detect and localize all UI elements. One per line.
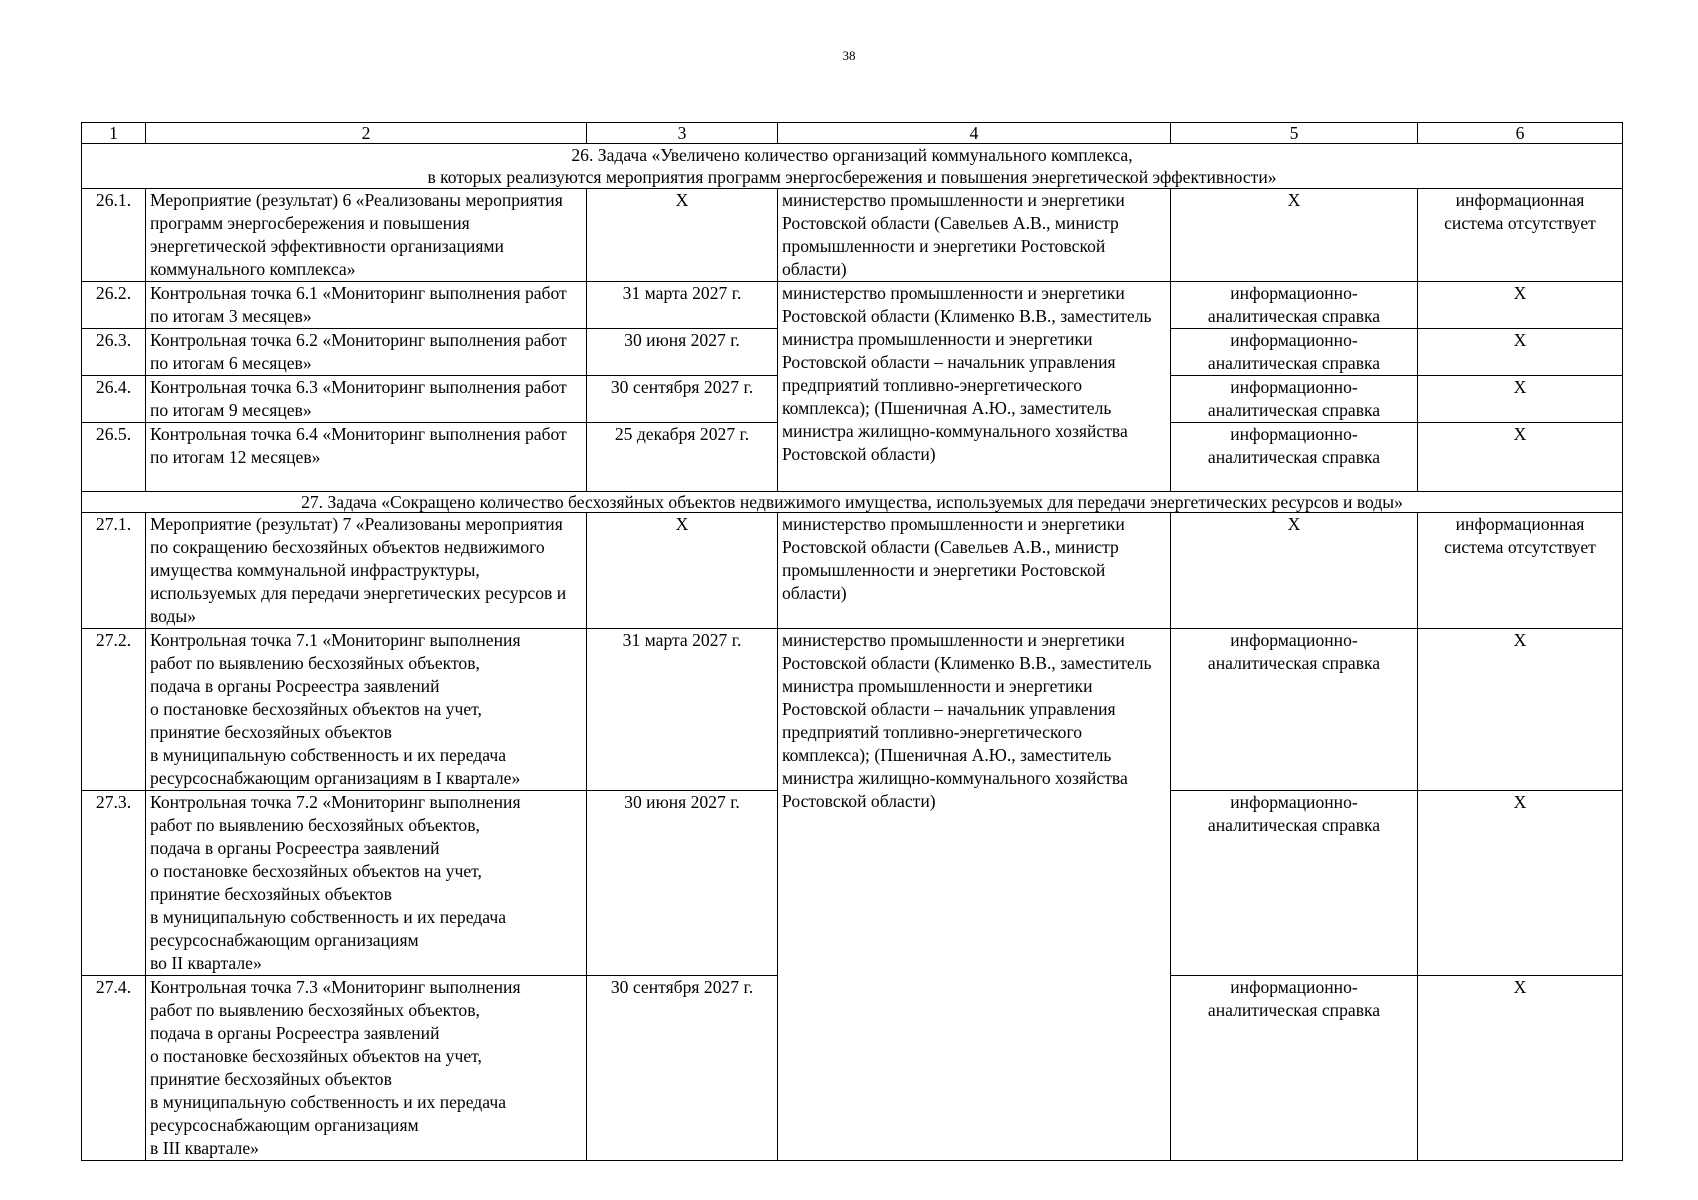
document-type-line: информационно- <box>1230 630 1358 650</box>
document-type <box>1171 329 1418 376</box>
activity-name-line: Контрольная точка 7.1 «Мониторинг выполнения <box>150 630 521 650</box>
column-header: 5 <box>1171 123 1418 144</box>
row-number: 26.4. <box>82 376 146 423</box>
activity-name: Контрольная точка 6.4 «Мониторинг выполнения работ по итогам 12 месяцев» <box>146 423 587 492</box>
responsible: министерство промышленности и энергетики Ростовской области (Клименко В.В., заместитель министра промышленности и энергетики Ростовской области – начальник управления предприятий топливно-энергетического комплекса); (Пшеничная А.Ю., заместитель министра жилищно-коммунального хозяйства Ростовской области) <box>778 282 1171 492</box>
info-system: X <box>1418 976 1623 1161</box>
column-header: 1 <box>82 123 146 144</box>
row-number: 27.3. <box>82 791 146 976</box>
activity-name <box>146 976 587 1161</box>
document-type <box>1171 976 1418 1161</box>
document-type <box>1171 282 1418 329</box>
info-system: X <box>1418 329 1623 376</box>
task-heading-row <box>82 144 1623 189</box>
row-number: 26.5. <box>82 423 146 492</box>
responsible: министерство промышленности и энергетики Ростовской области (Савельев А.В., министр промышленности и энергетики Ростовской области) <box>778 513 1171 629</box>
row-number: 26.2. <box>82 282 146 329</box>
table-row <box>82 513 1623 629</box>
document-type: X <box>1171 513 1418 629</box>
activity-name-line: принятие бесхозяйных объектов <box>150 884 392 904</box>
document-type <box>1171 376 1418 423</box>
activity-name-line: Контрольная точка 7.2 «Мониторинг выполнения <box>150 792 521 812</box>
row-number: 26.1. <box>82 189 146 282</box>
deadline: 30 июня 2027 г. <box>587 791 778 976</box>
info-system: X <box>1418 791 1623 976</box>
activity-name-line: о постановке бесхозяйных объектов на учет, <box>150 1046 482 1066</box>
activity-name-line: ресурсоснабжающим организациям в I квартале» <box>150 768 521 788</box>
document-type <box>1171 423 1418 492</box>
activity-name-line: о постановке бесхозяйных объектов на учет, <box>150 861 482 881</box>
row-number: 27.2. <box>82 629 146 791</box>
activity-name <box>146 629 587 791</box>
activity-name: Мероприятие (результат) 7 «Реализованы мероприятия по сокращению бесхозяйных объектов недвижимого имущества коммунальной инфраструктуры, используемых для передачи энергетических ресурсов и воды» <box>146 513 587 629</box>
table-row <box>82 282 1623 329</box>
document-type-line: информационно- <box>1230 424 1358 444</box>
info-system <box>1418 513 1623 629</box>
info-system-line: информационная <box>1455 190 1585 210</box>
column-header: 2 <box>146 123 587 144</box>
info-system-line: система отсутствует <box>1444 213 1596 233</box>
document-type-line: аналитическая справка <box>1207 447 1381 467</box>
task-26-title-line-1: 26. Задача «Увеличено количество организаций коммунального комплекса, <box>571 145 1133 165</box>
page-number: 38 <box>842 48 856 63</box>
activity-name: Мероприятие (результат) 6 «Реализованы мероприятия программ энергосбережения и повышения энергетической эффективности организациями коммунального комплекса» <box>146 189 587 282</box>
deadline: 25 декабря 2027 г. <box>587 423 778 492</box>
activity-name-line: работ по выявлению бесхозяйных объектов, <box>150 653 480 673</box>
info-system-line: система отсутствует <box>1444 537 1596 557</box>
activity-name-line: подача в органы Росреестра заявлений <box>150 1023 440 1043</box>
activity-name-line: ресурсоснабжающим организациям <box>150 930 419 950</box>
document-type-line: информационно- <box>1230 283 1358 303</box>
activity-name-line: Контрольная точка 7.3 «Мониторинг выполнения <box>150 977 521 997</box>
activity-name-line: в муниципальную собственность и их передача <box>150 1092 507 1112</box>
activity-name: Контрольная точка 6.3 «Мониторинг выполнения работ по итогам 9 месяцев» <box>146 376 587 423</box>
deadline: X <box>587 513 778 629</box>
activity-name: Контрольная точка 6.2 «Мониторинг выполнения работ по итогам 6 месяцев» <box>146 329 587 376</box>
activity-name-line: принятие бесхозяйных объектов <box>150 722 392 742</box>
activity-name <box>146 791 587 976</box>
activity-name-line: в муниципальную собственность и их передача <box>150 745 507 765</box>
info-system: X <box>1418 629 1623 791</box>
activity-name-line: о постановке бесхозяйных объектов на учет, <box>150 699 482 719</box>
row-number: 26.3. <box>82 329 146 376</box>
document-type-line: аналитическая справка <box>1207 306 1381 326</box>
deadline: 31 марта 2027 г. <box>587 629 778 791</box>
activity-name-line: принятие бесхозяйных объектов <box>150 1069 392 1089</box>
column-header: 4 <box>778 123 1171 144</box>
task-26-title-line-2: в которых реализуются мероприятия программ энергосбережения и повышения энергетической эффективности» <box>427 167 1277 187</box>
deadline: 30 сентября 2027 г. <box>587 376 778 423</box>
row-number: 27.1. <box>82 513 146 629</box>
document-type-line: аналитическая справка <box>1207 815 1381 835</box>
table-row <box>82 629 1623 791</box>
document-type-line: информационно- <box>1230 377 1358 397</box>
responsible: министерство промышленности и энергетики Ростовской области (Савельев А.В., министр промышленности и энергетики Ростовской области) <box>778 189 1171 282</box>
info-system: X <box>1418 282 1623 329</box>
activity-name-line: во II квартале» <box>150 953 262 973</box>
table-row <box>82 189 1623 282</box>
task-heading-row <box>82 492 1623 513</box>
plan-table <box>81 122 1623 1161</box>
responsible: министерство промышленности и энергетики Ростовской области (Клименко В.В., заместитель министра промышленности и энергетики Ростовской области – начальник управления предприятий топливно-энергетического комплекса); (Пшеничная А.Ю., заместитель министра жилищно-коммунального хозяйства Ростовской области) <box>778 629 1171 1161</box>
document-type <box>1171 629 1418 791</box>
document-type-line: информационно- <box>1230 330 1358 350</box>
deadline: 30 сентября 2027 г. <box>587 976 778 1161</box>
activity-name-line: в III квартале» <box>150 1138 259 1158</box>
column-header: 3 <box>587 123 778 144</box>
activity-name-line: работ по выявлению бесхозяйных объектов, <box>150 815 480 835</box>
document-type-line: информационно- <box>1230 792 1358 812</box>
activity-name-line: подача в органы Росреестра заявлений <box>150 676 440 696</box>
info-system: X <box>1418 423 1623 492</box>
activity-name-line: подача в органы Росреестра заявлений <box>150 838 440 858</box>
deadline: 31 марта 2027 г. <box>587 282 778 329</box>
task-27-title: 27. Задача «Сокращено количество бесхозяйных объектов недвижимого имущества, используемых для передачи энергетических ресурсов и воды» <box>82 492 1623 513</box>
column-header: 6 <box>1418 123 1623 144</box>
document-type <box>1171 791 1418 976</box>
deadline: 30 июня 2027 г. <box>587 329 778 376</box>
document-type-line: аналитическая справка <box>1207 1000 1381 1020</box>
row-number: 27.4. <box>82 976 146 1161</box>
document-type-line: информационно- <box>1230 977 1358 997</box>
document-type-line: аналитическая справка <box>1207 353 1381 373</box>
document-type-line: аналитическая справка <box>1207 653 1381 673</box>
table-header-row <box>82 123 1623 144</box>
activity-name-line: в муниципальную собственность и их передача <box>150 907 507 927</box>
activity-name-line: работ по выявлению бесхозяйных объектов, <box>150 1000 480 1020</box>
info-system-line: информационная <box>1455 514 1585 534</box>
document-type: X <box>1171 189 1418 282</box>
activity-name-line: ресурсоснабжающим организациям <box>150 1115 419 1135</box>
info-system <box>1418 189 1623 282</box>
document-type-line: аналитическая справка <box>1207 400 1381 420</box>
deadline: X <box>587 189 778 282</box>
activity-name: Контрольная точка 6.1 «Мониторинг выполнения работ по итогам 3 месяцев» <box>146 282 587 329</box>
info-system: X <box>1418 376 1623 423</box>
